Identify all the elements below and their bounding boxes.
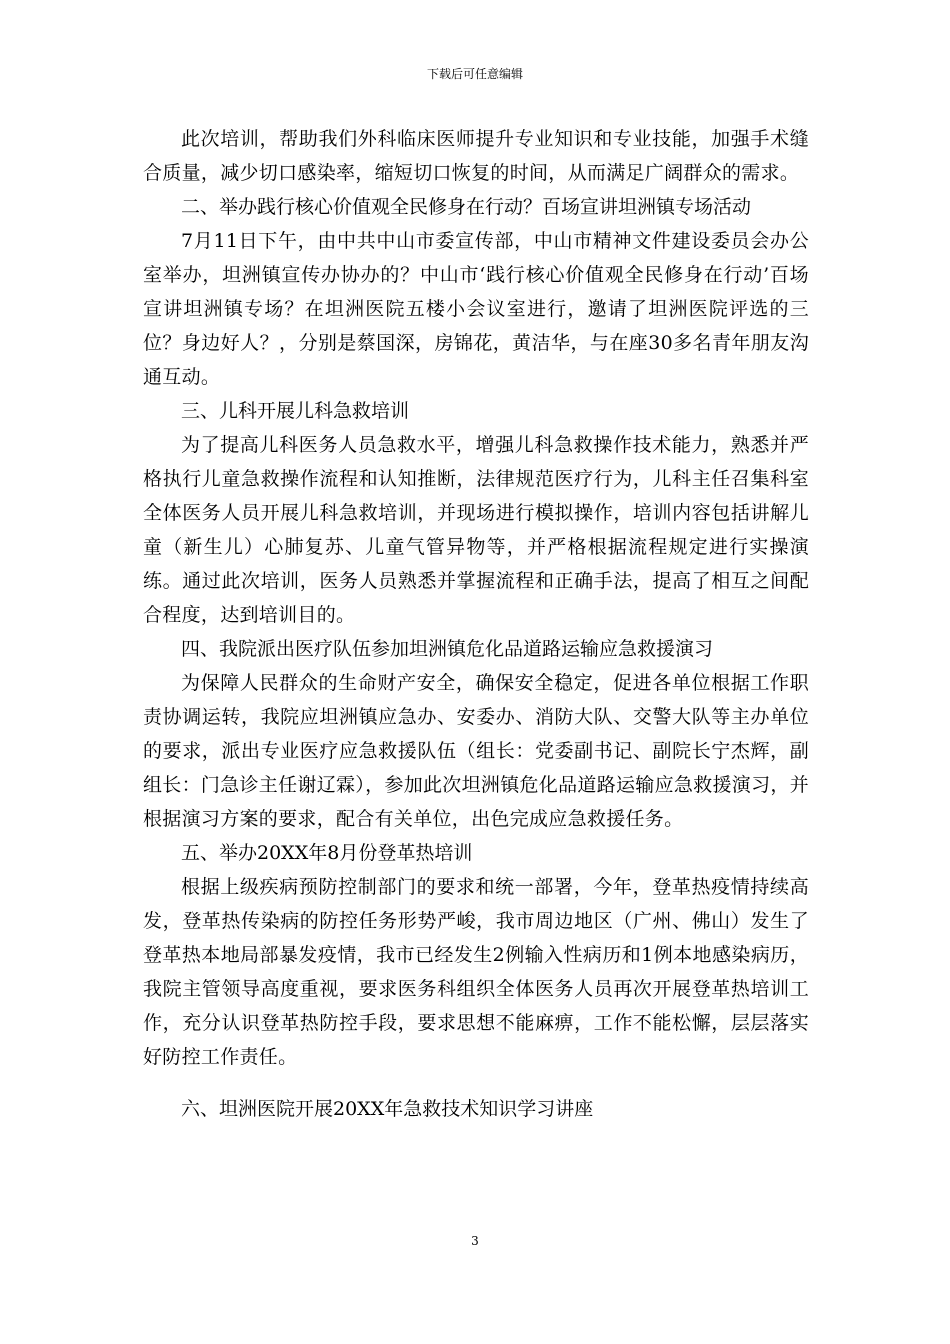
section-heading-3: 三、儿科开展儿科急救培训 [181,400,410,422]
document-body [143,122,809,1126]
section-heading-6: 六、坦洲医院开展20XX年急救技术知识学习讲座 [181,1098,594,1120]
page-number: 3 [471,1234,479,1248]
paragraph-core-values-event: 7月11日下午，由中共中山市委宣传部，中山市精神文件建设委员会办公室举办，坦洲镇宣传办协办的？中山市‘践行核心价值观全民修身在行动’百场宣讲坦洲镇专场？在坦洲医院五楼小会议室进行，邀请了坦洲医院评选的三位？身边好人？，分别是蔡国深，房锦花，黄洁华，与在座30多名青年朋友沟通互动。 [143,230,809,388]
paragraph-dengue-training: 根据上级疾病预防控制部门的要求和统一部署，今年，登革热疫情持续高发，登革热传染病的防控任务形势严峻，我市周边地区（广州、佛山）发生了登革热本地局部暴发疫情，我市已经发生2例输入性病历和1例本地感染病历，我院主管领导高度重视，要求医务科组织全体医务人员再次开展登革热培训工作，充分认识登革热防控手段，要求思想不能麻痹，工作不能松懈，层层落实好防控工作责任。 [143,876,809,1068]
page-header: 下载后可任意编辑 [426,67,523,81]
section-heading-5: 五、举办20XX年8月份登革热培训 [181,842,473,864]
paragraph-emergency-drill: 为保障人民群众的生命财产安全，确保安全稳定，促进各单位根据工作职责协调运转，我院应坦洲镇应急办、安委办、消防大队、交警大队等主办单位的要求，派出专业医疗应急救援队伍（组长：党委副书记、副院长宁杰辉，副组长：门急诊主任谢辽霖），参加此次坦洲镇危化品道路运输应急救援演习，并根据演习方案的要求，配合有关单位，出色完成应急救援任务。 [143,672,810,830]
paragraph-training-summary: 此次培训，帮助我们外科临床医师提升专业知识和专业技能，加强手术缝合质量，减少切口感染率，缩短切口恢复的时间，从而满足广阔群众的需求。 [143,128,809,184]
paragraph-pediatric-training: 为了提高儿科医务人员急救水平，增强儿科急救操作技术能力，熟悉并严格执行儿童急救操作流程和认知推断，法律规范医疗行为，儿科主任召集科室全体医务人员开展儿科急救培训，并现场进行模拟操作，培训内容包括讲解儿童（新生儿）心肺复苏、儿童气管异物等，并严格根据流程规定进行实操演练。通过此次培训，医务人员熟悉并掌握流程和正确手法，提高了相互之间配合程度，达到培训目的。 [143,434,809,626]
section-heading-2: 二、举办践行核心价值观全民修身在行动？百场宣讲坦洲镇专场活动 [181,196,752,218]
section-heading-4: 四、我院派出医疗队伍参加坦洲镇危化品道路运输应急救援演习 [181,638,714,660]
